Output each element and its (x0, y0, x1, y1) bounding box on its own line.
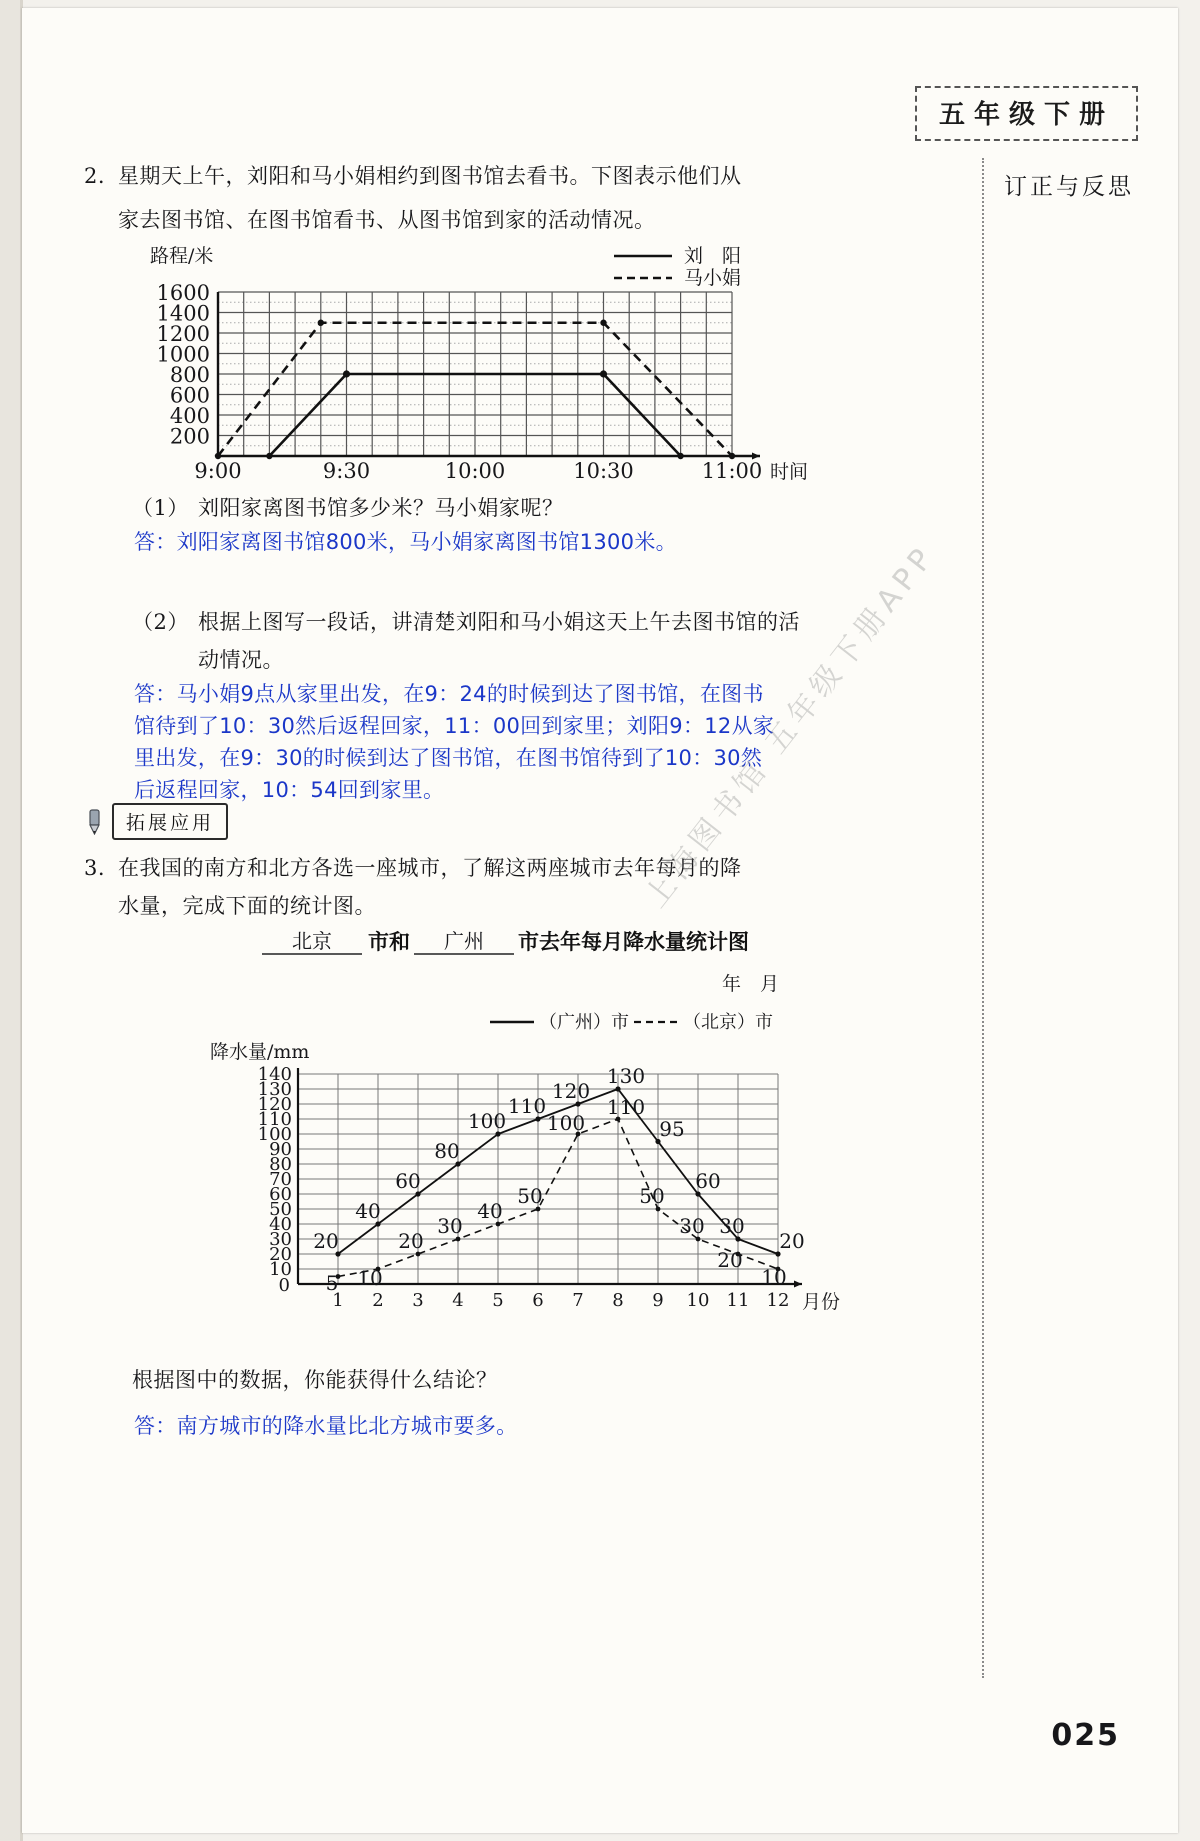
textbook-page (22, 8, 1178, 1833)
chart1-ytick-1600: 1600 (156, 281, 210, 305)
chart2-xtick-12: 12 (766, 1290, 790, 1311)
chart2-xtick-1: 1 (332, 1290, 344, 1311)
chart2-ytick-40: 40 (269, 1214, 292, 1235)
chart2-title-city1: 北京 (292, 929, 332, 953)
chart2-title-tail: 市去年每月降水量统计图 (518, 930, 749, 954)
chart2-xtick-8: 8 (612, 1290, 624, 1311)
svg-text:95: 95 (659, 1117, 685, 1141)
chart2-origin-label: 0 (278, 1275, 290, 1296)
chart2-ytick-80: 80 (269, 1154, 292, 1175)
chart1-legend-label-0: 刘 阳 (684, 245, 742, 267)
chart1-point-liuyang-2 (600, 370, 607, 377)
problem2-number: 2. (84, 164, 106, 188)
chart1-ytick-1000: 1000 (156, 342, 210, 367)
chart1-xlabel: 时间 (770, 461, 809, 480)
chart1-point-liuyang-0 (266, 453, 272, 459)
chart2-xtick-3: 3 (412, 1290, 424, 1311)
svg-text:60: 60 (395, 1169, 421, 1193)
chart2-ytick-20: 20 (269, 1244, 292, 1265)
svg-text:110: 110 (507, 1094, 547, 1118)
svg-text:120: 120 (551, 1079, 591, 1103)
chart2-xtick-7: 7 (572, 1290, 584, 1311)
svg-text:30: 30 (437, 1214, 463, 1238)
pencil-icon (84, 809, 106, 835)
svg-text:20: 20 (398, 1229, 424, 1253)
problem3-line2: 水量，完成下面的统计图。 (118, 894, 376, 918)
chart2-svg (202, 918, 842, 1338)
problem3-number: 3. (84, 856, 106, 880)
problem2-sub1-text: 刘阳家离图书馆多少米？马小娟家呢？ (198, 496, 564, 520)
chart2-xtick-2: 2 (372, 1290, 384, 1311)
problem3-answer: 答：南方城市的降水量比北方城市要多。 (134, 1414, 518, 1438)
problem2-sub2-answer-line4: 后返程回家，10：54回到家里。 (134, 778, 445, 802)
chart-distance-time (132, 240, 812, 480)
problem3-line1: 在我国的南方和北方各选一座城市，了解这两座城市去年每月的降 (118, 856, 742, 880)
watermark: 上海图书馆 五年级下册APP (638, 538, 944, 915)
chart2-date-label: 年 月 (722, 973, 780, 995)
svg-text:20: 20 (313, 1229, 339, 1253)
chart2-ytick-100: 100 (257, 1124, 292, 1145)
problem2-sub2-label: （2） (132, 610, 189, 634)
chart2-ytick-130: 130 (257, 1079, 292, 1100)
chart-rainfall (202, 918, 842, 1338)
svg-text:60: 60 (695, 1169, 721, 1193)
svg-text:20: 20 (717, 1248, 743, 1272)
chart1-xtick-4: 11:00 (701, 459, 763, 480)
problem2-line1: 星期天上午，刘阳和马小娟相约到图书馆去看书。下图表示他们从 (118, 164, 742, 188)
svg-text:40: 40 (355, 1199, 381, 1223)
chart2-ytick-140: 140 (257, 1064, 292, 1085)
chart2-legend-label-1: （北京）市 (683, 1012, 773, 1033)
chart1-point-majuan-2 (600, 320, 606, 326)
problem2-sub1-answer: 答：刘阳家离图书馆800米，马小娟家离图书馆1300米。 (134, 530, 677, 554)
svg-text:50: 50 (517, 1184, 543, 1208)
svg-text:40: 40 (477, 1199, 503, 1223)
chart2-labels-guangzhou (313, 1064, 804, 1253)
chart2-xtick-11: 11 (726, 1290, 750, 1311)
chart2-xtick-6: 6 (532, 1290, 544, 1311)
svg-text:110: 110 (606, 1095, 646, 1119)
svg-text:5: 5 (325, 1271, 339, 1295)
chart2-ytick-30: 30 (269, 1229, 292, 1250)
chart1-ytick-1200: 1200 (156, 322, 210, 346)
problem2-sub2-line2: 动情况。 (198, 648, 284, 672)
chart2-ytick-70: 70 (269, 1169, 292, 1190)
chart2-ytick-90: 90 (269, 1139, 292, 1160)
chart2-xlabel: 月份 (802, 1291, 841, 1313)
chart2-ytick-10: 10 (269, 1259, 292, 1280)
chart2-ylabel: 降水量/mm (210, 1041, 310, 1063)
chart2-ytick-120: 120 (257, 1094, 292, 1115)
chart1-xtick-3: 10:30 (573, 459, 634, 480)
chart2-ytick-110: 110 (257, 1109, 292, 1130)
chart2-points-beijing (336, 1117, 781, 1279)
chart2-title-mid: 市和 (368, 930, 410, 954)
chart2-x-arrow (794, 1281, 802, 1288)
problem3-question: 根据图中的数据，你能获得什么结论？ (132, 1368, 498, 1392)
chart1-point-majuan-3 (729, 453, 735, 459)
problem2-sub1-label: （1） (132, 496, 189, 520)
svg-text:80: 80 (434, 1139, 460, 1163)
chart2-xtick-5: 5 (492, 1290, 504, 1311)
svg-text:10: 10 (761, 1265, 787, 1289)
svg-text:130: 130 (606, 1064, 646, 1088)
problem2-sub2-answer-line2: 馆待到了10：30然后返程回家，11：00回到家里；刘阳9：12从家 (134, 714, 775, 738)
chart2-xtick-10: 10 (686, 1290, 710, 1311)
chart1-xtick-2: 10:00 (444, 459, 506, 480)
chart1-point-liuyang-3 (677, 453, 683, 459)
problem2-sub2-answer-line1: 答：马小娟9点从家里出发，在9：24的时候到达了图书馆，在图书 (134, 682, 764, 706)
chart1-ylabel: 路程/米 (150, 245, 214, 267)
chart1-ytick-200: 200 (169, 424, 210, 449)
chart1-xtick-1: 9:30 (322, 459, 371, 480)
chart2-legend-label-0: （广州）市 (539, 1012, 629, 1033)
grade-header: 五年级下册 (915, 86, 1138, 141)
chart1-ytick-400: 400 (169, 404, 210, 428)
chart1-xtick-0: 9:00 (194, 459, 242, 480)
problem2-sub2-answer-line3: 里出发，在9：30的时候到达了图书馆，在图书馆待到了10：30然 (134, 746, 763, 770)
chart2-xtick-9: 9 (652, 1290, 664, 1311)
svg-text:10: 10 (357, 1266, 383, 1290)
svg-text:50: 50 (639, 1184, 665, 1208)
chart2-title-city2: 广州 (444, 929, 484, 953)
chart1-point-majuan-1 (318, 320, 324, 326)
chart1-ytick-1400: 1400 (156, 301, 210, 326)
svg-text:20: 20 (779, 1229, 805, 1253)
chart1-legend-label-1: 马小娟 (684, 267, 742, 289)
problem2-sub2-line1: 根据上图写一段话，讲清楚刘阳和马小娟这天上午去图书馆的活 (198, 610, 800, 634)
page-number: 025 (1051, 1718, 1120, 1753)
margin-divider (982, 158, 984, 1678)
chart2-ytick-60: 60 (269, 1184, 292, 1205)
svg-text:30: 30 (679, 1214, 705, 1238)
section-tag (84, 803, 228, 840)
chart1-ytick-800: 800 (169, 363, 210, 387)
svg-text:30: 30 (719, 1214, 745, 1238)
chart2-ytick-50: 50 (269, 1199, 292, 1220)
chart1-svg (132, 240, 812, 480)
chart2-labels-beijing (326, 1095, 787, 1295)
chart1-point-liuyang-1 (343, 370, 350, 377)
svg-text:100: 100 (546, 1111, 586, 1135)
page-left-edge (0, 0, 20, 1841)
problem2-line2: 家去图书馆、在图书馆看书、从图书馆到家的活动情况。 (118, 208, 656, 232)
margin-column-title: 订正与反思 (1004, 174, 1134, 200)
chart2-xtick-4: 4 (452, 1290, 464, 1311)
chart1-ytick-600: 600 (169, 383, 210, 408)
section-tag-label: 拓展应用 (112, 803, 228, 840)
svg-text:100: 100 (467, 1109, 507, 1133)
chart1-point-majuan-0 (215, 453, 221, 459)
